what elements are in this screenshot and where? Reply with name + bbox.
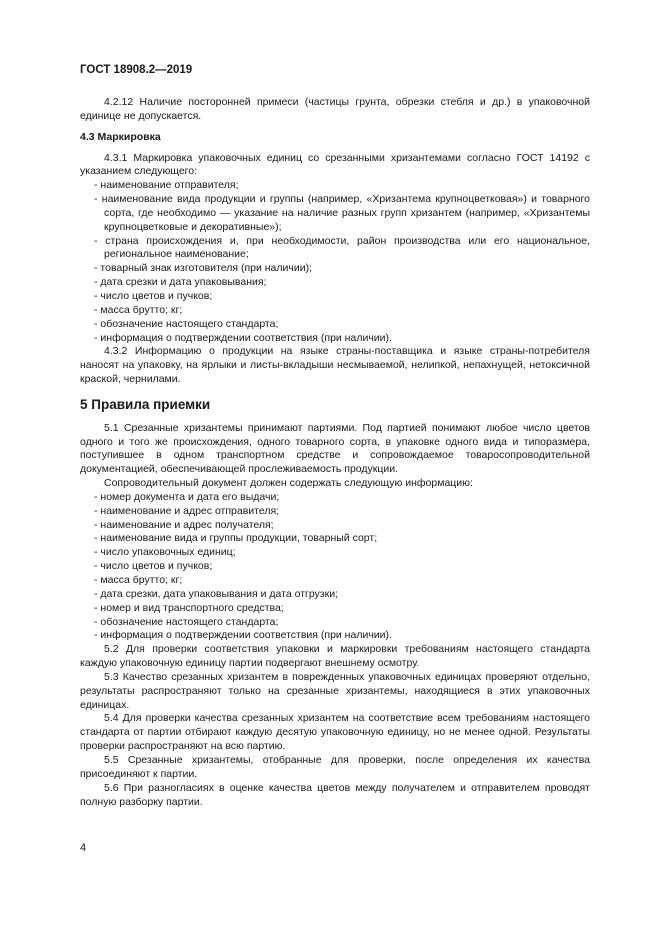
- page-number: 4: [80, 842, 87, 854]
- list-item: - номер и вид транспортного средства;: [80, 602, 590, 616]
- list-item: - дата срезки, дата упаковывания и дата отгрузки;: [80, 588, 590, 602]
- list-item: - число цветов и пучков;: [80, 560, 590, 574]
- list-item: - информация о подтверждении соответствия (при наличии).: [80, 629, 590, 643]
- list-item: - товарный знак изготовителя (при наличии);: [80, 262, 590, 276]
- list-item: - наименование и адрес получателя;: [80, 519, 590, 533]
- paragraph-5-3: 5.3 Качество срезанных хризантем в поврежденных упаковочных единицах проверяют отдельно, результаты распространяют только на срезанные хризантемы, находящиеся в этих упаковочных единицах.: [80, 670, 590, 711]
- list-item: - дата срезки и дата упаковывания;: [80, 276, 590, 290]
- paragraph-5-1: 5.1 Срезанные хризантемы принимают партиями. Под партией понимают любое число цветов одного и того же происхождения, одного товарного сорта, в упаковке одного вида и типоразмера, поступившее в одном транспортном средстве и сопровождаемое товаросопроводительной документацией, обеспечивающей прослеживаемость продукции.: [80, 421, 590, 476]
- paragraph-5-2: 5.2 Для проверки соответствия упаковки и маркировки требованиям настоящего стандарта каждую упаковочную единицу партии подвергают внешнему осмотру.: [80, 643, 590, 670]
- paragraph-4-3-1: 4.3.1 Маркировка упаковочных единиц со срезанными хризантемами согласно ГОСТ 14192 с указанием следующего:: [80, 151, 590, 178]
- paragraph-accompanying-doc: Сопроводительный документ должен содержать следующую информацию:: [104, 477, 473, 490]
- list-item: - информация о подтверждении соответствия (при наличии).: [80, 332, 590, 346]
- document-code-header: ГОСТ 18908.2—2019: [80, 64, 193, 76]
- list-item: - наименование и адрес отправителя;: [80, 505, 590, 519]
- paragraph-5-5: 5.5 Срезанные хризантемы, отобранные для проверки, после определения их качества присоединяют к партии.: [80, 753, 590, 780]
- page-content: [80, 96, 590, 809]
- list-item: - число упаковочных единиц;: [80, 546, 590, 560]
- paragraph-5-4: 5.4 Для проверки качества срезанных хризантем на соответствие всем требованиям настоящего стандарта от партии отбирают каждую десятую упаковочную единицу, но не менее одной. Результаты проверки распространяют на всю партию.: [80, 712, 590, 753]
- list-item: - масса брутто; кг;: [80, 304, 590, 318]
- paragraph-4-3-2: 4.3.2 Информацию о продукции на языке страны-поставщика и языке страны-потребителя наносят на упаковку, на ярлыки и листы-вкладыши несмываемой, нелипкой, непахнущей, нетоксичной краской, чернилами.: [80, 345, 590, 386]
- list-item: - наименование вида и группы продукции, товарный сорт;: [80, 532, 590, 546]
- section-4-3-title: 4.3 Маркировка: [80, 130, 161, 143]
- list-item: - наименование вида продукции и группы (например, «Хризантема крупноцветковая») и товарного сорта, где необходимо — указание на наличие разных групп хризантем (например, «Хризантемы крупноцветковые и декоративные»);: [80, 193, 590, 235]
- paragraph-5-6: 5.6 При разногласиях в оценке качества цветов между получателем и отправителем проводят полную разборку партии.: [80, 781, 590, 808]
- section-5-title: 5 Правила приемки: [80, 396, 211, 412]
- list-item: - наименование отправителя;: [80, 179, 590, 193]
- paragraph-4-2-12: 4.2.12 Наличие посторонней примеси (частицы грунта, обрезки стебля и др.) в упаковочной единице не допускается.: [80, 96, 590, 122]
- list-item: - страна происхождения и, при необходимости, район производства или его национальное, региональное наименование;: [80, 235, 590, 263]
- list-item: - обозначение настоящего стандарта;: [80, 318, 590, 332]
- list-item: - номер документа и дата его выдачи;: [80, 491, 590, 505]
- list-item: - обозначение настоящего стандарта;: [80, 616, 590, 630]
- list-item: - масса брутто; кг;: [80, 574, 590, 588]
- list-item: - число цветов и пучков;: [80, 290, 590, 304]
